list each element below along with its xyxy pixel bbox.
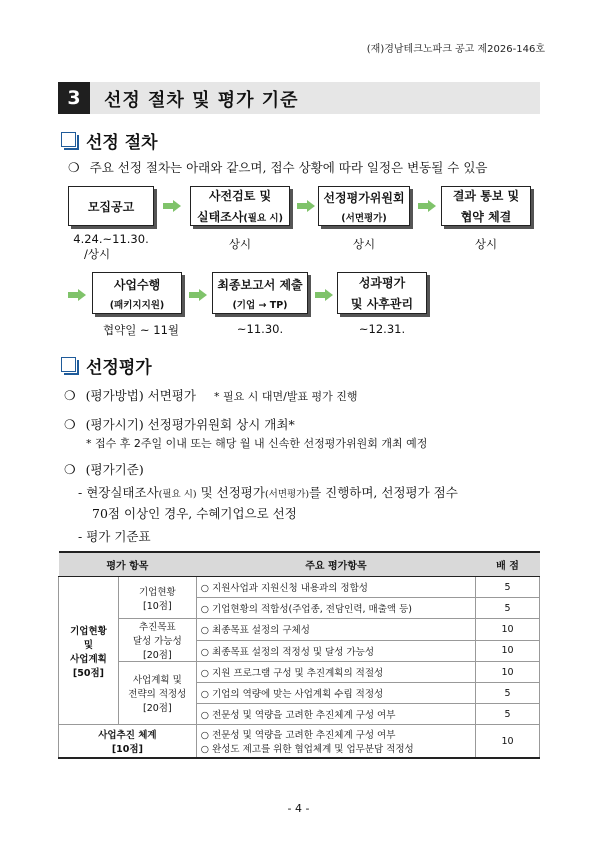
step-date: ~11.30. — [236, 322, 284, 336]
item-cell: ○ 기업현황의 적합성(주업종, 전담인력, 매출액 등) — [196, 598, 475, 619]
item-cell: ○ 전문성 및 역량을 고려한 추진체계 구성 여부 — [196, 704, 475, 725]
group-cell: 사업추진 체계 [10점] — [59, 725, 197, 759]
step-date: 상시 — [474, 237, 498, 251]
score-cell: 10 — [476, 725, 540, 759]
sub-group-cell: 사업계획 및 전략의 적정성 [20점] — [118, 662, 196, 725]
step-date: 상시 — [228, 237, 252, 251]
item-cell: ○ 최종목표 설정의 적정성 및 달성 가능성 — [196, 640, 475, 662]
step-box-execution: 사업수행 (패키지지원) — [92, 272, 182, 314]
score-cell: 5 — [476, 683, 540, 704]
arrow-right-icon — [418, 200, 436, 212]
table-header: 주요 평가항목 — [196, 552, 475, 577]
page-number: - 4 - — [287, 802, 310, 815]
score-cell: 5 — [476, 577, 540, 598]
eval-table-label: - 평가 기준표 — [78, 529, 151, 544]
item-cell: ○ 기업의 역량에 맞는 사업계획 수립 적정성 — [196, 683, 475, 704]
procedure-title: 선정 절차 — [86, 133, 158, 153]
group-cell: 기업현황 및 사업계획 [50점] — [59, 577, 119, 725]
eval-timing-note: * 접수 후 2주일 이내 또는 해당 월 내 신속한 선정평가위원회 개최 예정 — [86, 437, 428, 450]
table-row — [59, 619, 540, 641]
table-header: 평가 항목 — [59, 552, 197, 577]
step-date: 4.24.~11.30. /상시 — [73, 232, 149, 261]
item-cell: ○ 전문성 및 역량을 고려한 추진체계 구성 여부 ○ 완성도 제고를 위한 협업체계 및 업무분담 적정성 — [196, 725, 475, 759]
arrow-right-icon — [189, 289, 207, 301]
item-cell: ○ 최종목표 설정의 구체성 — [196, 619, 475, 641]
sub-group-cell: 기업현황 [10점] — [118, 577, 196, 619]
evaluation-title: 선정평가 — [86, 358, 152, 378]
step-box-committee: 선정평가위원회 (서면평가) — [318, 186, 410, 226]
evaluation-table — [58, 551, 540, 759]
score-cell: 5 — [476, 704, 540, 725]
score-cell: 10 — [476, 619, 540, 641]
checkbox-square-icon — [61, 132, 76, 147]
table-row — [59, 662, 540, 683]
step-box-review: 사전검토 및 실태조사(필요 시) — [190, 186, 290, 226]
step-box-result: 결과 통보 및 협약 체결 — [441, 186, 531, 226]
step-box-final-report: 최종보고서 제출 (기업 → TP) — [212, 272, 308, 314]
checkbox-square-icon — [61, 357, 76, 372]
eval-method: ❍ (평가방법) 서면평가 * 필요 시 대면/발표 평가 진행 — [64, 388, 358, 404]
item-cell: ○ 지원사업과 지원신청 내용과의 정합성 — [196, 577, 475, 598]
score-cell: 10 — [476, 640, 540, 662]
eval-criteria-desc: - 현장실태조사(필요 시) 및 선정평가(서면평가)를 진행하며, 선정평가 점수 — [78, 485, 458, 500]
step-date: ~12.31. — [358, 322, 406, 336]
step-date: 협약일 ~ 11월 — [102, 323, 179, 337]
step-box-performance: 성과평가 및 사후관리 — [337, 272, 427, 314]
table-row — [59, 725, 540, 759]
eval-criteria-desc-2: 70점 이상인 경우, 수혜기업으로 선정 — [92, 506, 297, 521]
item-cell: ○ 지원 프로그램 구성 및 추진계획의 적절성 — [196, 662, 475, 683]
eval-criteria: ❍ (평가기준) — [64, 462, 144, 478]
score-cell: 5 — [476, 598, 540, 619]
procedure-intro: ❍ 주요 선정 절차는 아래와 같으며, 접수 상황에 따라 일정은 변동될 수 있음 — [68, 160, 488, 176]
table-header: 배 점 — [476, 552, 540, 577]
eval-timing: ❍ (평가시기) 선정평가위원회 상시 개최* — [64, 417, 295, 433]
notice-number: (재)경남테크노파크 공고 제2026-146호 — [366, 44, 545, 55]
arrow-right-icon — [315, 289, 333, 301]
table-row — [59, 577, 540, 598]
step-date: 상시 — [352, 237, 376, 251]
arrow-right-icon — [297, 200, 315, 212]
score-cell: 10 — [476, 662, 540, 683]
section-title: 선정 절차 및 평가 기준 — [104, 90, 299, 111]
section-number: 3 — [58, 82, 90, 114]
sub-group-cell: 추진목표 달성 가능성 [20점] — [118, 619, 196, 662]
table-header-row — [59, 552, 540, 577]
arrow-right-icon — [163, 200, 181, 212]
step-box-recruit: 모집공고 — [68, 186, 154, 226]
arrow-right-icon — [68, 289, 86, 301]
